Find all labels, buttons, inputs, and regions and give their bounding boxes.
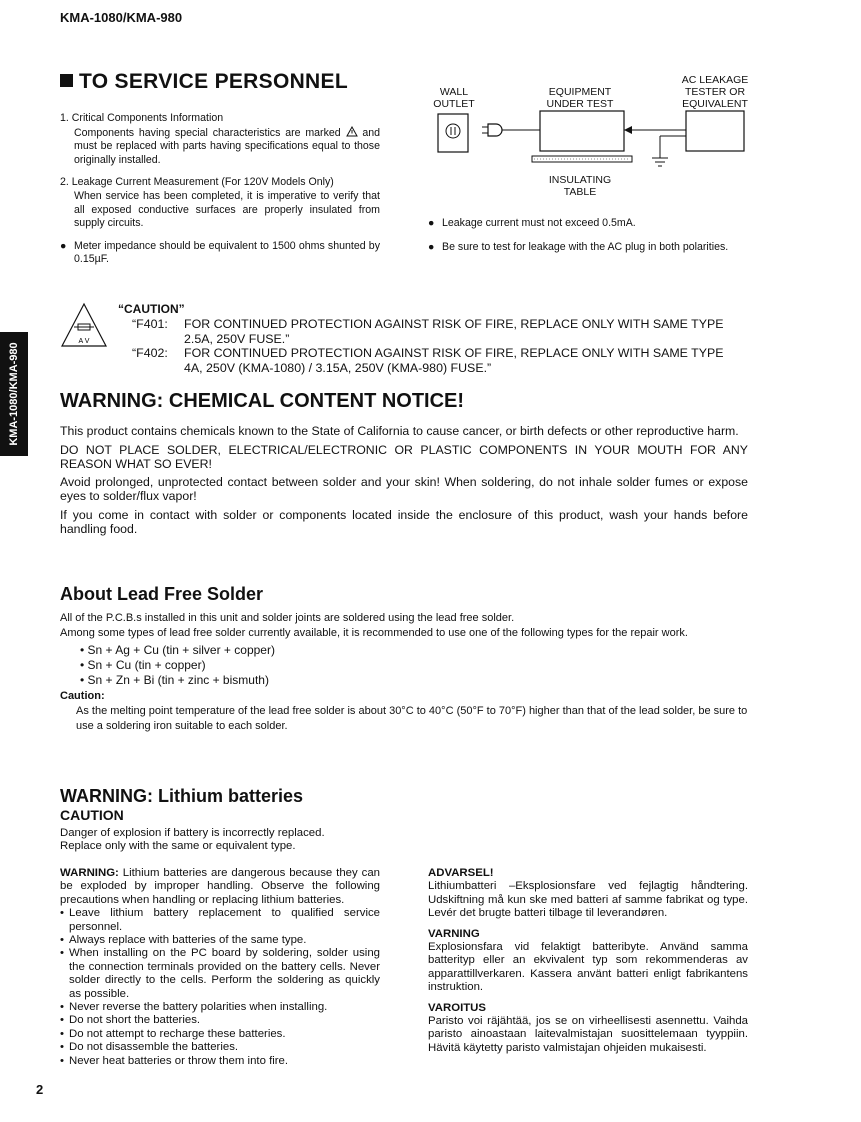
square-bullet-icon [60,74,73,87]
lead-free-p2: Among some types of lead free solder currently available, it is recommended to use one of the following types for the repair work. [60,627,688,639]
chemical-body [60,425,748,537]
outlet-icon [446,124,460,138]
chemical-p4: If you come in contact with solder or components located inside the enclosure of this product, wash your hands before handling food. [60,507,748,536]
leak-bullet: ● Leakage current must not exceed 0.5mA. [428,217,636,229]
page-number: 2 [36,1082,44,1097]
svg-text:A V: A V [78,338,90,345]
solder-type: • Sn + Zn + Bi (tin + zinc + bismuth) [80,673,269,687]
lithium-translations [428,867,748,1055]
polarity-bullet: ● Be sure to test for leakage with the AC plug in both polarities. [428,240,729,253]
advarsel-text: Lithiumbatteri –Eksplosionsfare ved fejlagtig håndtering. Udskiftning må kun ske med batteri af samme fabrikat og type. Levér det brugte batteri tilbage til leverandøren. [428,880,748,920]
warning-triangle-icon [346,126,358,137]
chemical-p1: This product contains chemicals known to the State of California to cause cancer, or birth defects or other reproductive harm. [60,424,739,438]
leakage-diagram [420,74,760,204]
tester-box [686,111,744,151]
item1-body: Components having special characteristics are marked and must be replaced with parts having specifications equal to those originally installed. [74,126,381,166]
list-item: • Do not short the batteries. [60,1014,201,1027]
lead-caution-label: Caution: [60,690,105,702]
side-tab [0,332,28,456]
caution-title: “CAUTION” [118,302,185,316]
lithium-warning [60,867,380,1068]
item2-title: 2. Leakage Current Measurement (For 120V Models Only) [60,176,334,189]
item2-body: When service has been completed, it is imperative to verify that all exposed conductive surfaces are properly insulated from supply circuits. [74,189,380,230]
list-item: • Leave lithium battery replacement to qualified service personnel. [60,907,380,933]
varoitus-text: Paristo voi räjähtää, jos se on virheellisesti asennettu. Vaihda paristo ainoastaan laitevalmistajan suosittelemaan tyyppiin. Hävitä käytetty paristo valmistajan ohjeiden mukaisesti. [428,1015,748,1054]
lead-free-body [60,611,760,734]
service-title [60,70,348,94]
list-item: • Do not disassemble the batteries. [60,1041,239,1054]
plug-icon [488,124,502,136]
f402-line1: FOR CONTINUED PROTECTION AGAINST RISK OF FIRE, REPLACE ONLY WITH SAME TYPE [184,346,724,360]
lithium-title: WARNING: Lithium batteries [60,786,304,806]
diagram-notes [428,217,748,254]
wall-outlet-label: WALL OUTLET [433,86,475,110]
lithium-caution-head: CAUTION [60,807,124,823]
warning-label: WARNING: [60,867,119,879]
service-title-text: TO SERVICE PERSONNEL [79,70,348,93]
lead-free-title: About Lead Free Solder [60,584,264,604]
list-item: • Do not attempt to recharge these batteries. [60,1027,286,1040]
model-header: KMA-1080/KMA-980 [60,10,183,25]
item1-title: 1. Critical Components Information [60,112,224,124]
varoitus-head: VAROITUS [428,1001,487,1014]
varning-head: VARNING [428,927,480,940]
solder-types [80,643,760,688]
tester-label: AC LEAKAGE TESTER OR EQUIVALENT [681,74,749,110]
diagram-drawing [420,74,760,184]
lead-caution-text: As the melting point temperature of the lead free solder is about 30°C to 40°C (50°F to 70°F) higher than that of the lead solder, be sure to use a soldering iron suitable to each solder. [76,705,748,732]
lead-free-p1: All of the P.C.B.s installed in this unit and solder joints are soldered using the lead free solder. [60,612,515,624]
insulating-table-label: INSULATING TABLE [548,174,612,198]
chemical-p2: DO NOT PLACE SOLDER, ELECTRICAL/ELECTRONIC OR PLASTIC COMPONENTS IN YOUR MOUTH FOR ANY REASON WHAT SO EVER! [60,442,748,471]
meter-bullet: ● Meter impedance should be equivalent to 1500 ohms shunted by 0.15µF. [60,239,380,266]
fuse-warning-icon [60,302,108,348]
chemical-p3: Avoid prolonged, unprotected contact between solder and your skin! When soldering, do not inhale solder fumes or expose eyes to solder/flux vapor! [60,475,748,504]
f402-label: “F402: [132,346,168,360]
advarsel-head: ADVARSEL! [428,867,494,879]
f402-line2: 4A, 250V (KMA-1080) / 3.15A, 250V (KMA-980) FUSE.” [184,360,492,375]
fuse-notes [132,317,752,375]
f401-label: “F401: [132,317,168,331]
f401-line1: FOR CONTINUED PROTECTION AGAINST RISK OF FIRE, REPLACE ONLY WITH SAME TYPE [184,317,724,331]
varning-text: Explosionsfara vid felaktigt batteribyte. Använd samma batterityp eller an ekvivalent typ som rekommenderas av apparattillverkaren. Kassera använt batteri enligt fabrikantens instruktion. [428,941,748,994]
list-item: • Never reverse the battery polarities when installing. [60,1001,328,1014]
equipment-box [540,111,624,151]
lithium-caution-text: Danger of explosion if battery is incorrectly replaced. Replace only with the same or equivalent type. [60,827,325,853]
solder-type: • Sn + Ag + Cu (tin + silver + copper) [80,643,275,657]
list-item: • Never heat batteries or throw them into fire. [60,1054,289,1067]
side-tab-label: KMA-1080/KMA-980 [8,342,20,446]
f401-line2: 2.5A, 250V FUSE.” [184,331,290,346]
chemical-title: WARNING: CHEMICAL CONTENT NOTICE! [60,390,465,412]
solder-type: • Sn + Cu (tin + copper) [80,658,206,672]
wall-outlet-box [438,114,468,152]
service-instructions [60,112,380,267]
list-item: • When installing on the PC board by soldering, solder using the connection terminals provided on the battery cells. Never solder directly to the cells. Perform the soldering as quickly as possible. [60,947,380,1000]
equipment-label: EQUIPMENT UNDER TEST [546,86,614,110]
warning-text: Lithium batteries are dangerous because they can be exploded by improper handling. Observe the following precautions when handling or replacing lithium batteries. [60,867,381,906]
list-item: • Always replace with batteries of the same type. [60,934,307,947]
